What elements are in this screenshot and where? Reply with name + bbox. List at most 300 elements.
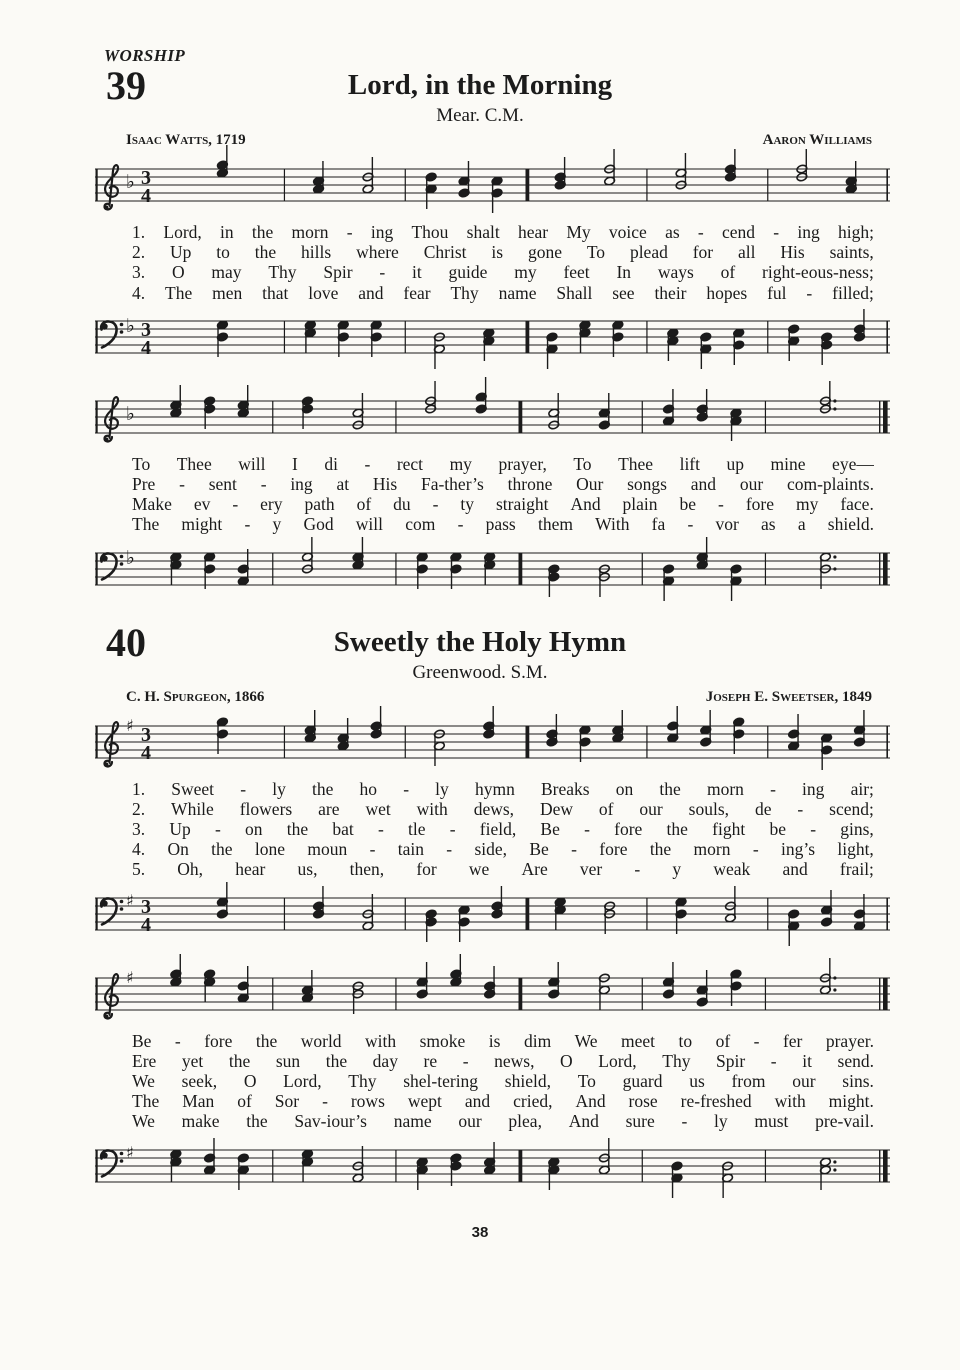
lyric-token: of [720, 262, 736, 283]
key-signature-sharp: ♯ [126, 1142, 134, 1162]
lyric-token: must [754, 1111, 789, 1132]
lyric-token: vor [715, 514, 739, 535]
bass-clef-icon [101, 898, 123, 924]
lyric-token: Sav-iour’s [294, 1111, 367, 1132]
lyric-token: and [782, 859, 808, 880]
lyric-token: air; [850, 778, 874, 799]
lyric-token: Lord, [598, 1050, 637, 1071]
bass-clef-icon [101, 1150, 123, 1176]
lyric-token: 5. [132, 859, 146, 880]
staff-lines [95, 401, 890, 433]
lyric-token: be [679, 494, 697, 515]
music-staff-treble [95, 714, 890, 774]
lyric-token: and [464, 1091, 491, 1112]
lyric-token: name [393, 1111, 432, 1132]
system-start-barline [96, 553, 98, 585]
lyric-line [132, 283, 874, 303]
lyric-token: our [639, 798, 663, 819]
lyric-token: of [237, 1091, 252, 1112]
lyric-line [132, 1031, 874, 1051]
lyric-token: fore [599, 839, 628, 860]
time-signature [141, 896, 151, 936]
lyrics-block [0, 449, 960, 535]
lyric-token: Shall [556, 282, 593, 303]
lyric-token: of [715, 1030, 731, 1051]
lyric-token: Thy [662, 1050, 691, 1071]
lyric-token: com [405, 514, 436, 535]
lyric-token: His [780, 242, 805, 263]
system-start-barline [96, 898, 98, 930]
lyric-token: ly [435, 778, 449, 799]
lyric-token: - [432, 494, 439, 515]
lyric-token: We [132, 1111, 155, 1132]
lyric-line [132, 474, 874, 494]
lyric-token: We [574, 1030, 598, 1051]
lyric-token: sun [275, 1050, 301, 1071]
lyric-token: is [491, 242, 504, 263]
lyric-token: we [468, 859, 490, 880]
lyric-token: - [462, 1050, 469, 1071]
lyric-token: Sweet [171, 778, 215, 799]
key-signature-flat: ♭ [126, 402, 135, 425]
lyric-token: - [681, 1111, 688, 1132]
lyric-token: O [243, 1071, 257, 1092]
lyrics-block [0, 774, 960, 880]
lyric-token: hear [517, 222, 549, 242]
lyric-token: cried, [513, 1091, 553, 1112]
lyric-token: shel-tering [403, 1071, 479, 1092]
lyric-token: scend; [829, 798, 874, 819]
lyric-token: Spir [716, 1050, 746, 1071]
lyric-token: And [575, 1091, 606, 1112]
lyric-token: We [132, 1071, 155, 1092]
lyric-token: may [211, 262, 242, 283]
bass-clef-icon [101, 321, 123, 347]
lyric-token: on [615, 778, 634, 799]
lyric-token: sins. [842, 1071, 874, 1092]
music-staff-bass [95, 886, 890, 946]
composer-credit: Joseph E. Sweetser, 1849 [705, 688, 872, 705]
hymn-39 [0, 63, 960, 601]
lyric-token: side, [474, 839, 508, 860]
lyric-token: our [739, 474, 764, 495]
lyric-token: us [689, 1071, 705, 1092]
lyric-token: - [718, 494, 724, 515]
key-signature-sharp: ♯ [126, 890, 134, 910]
lyric-line [132, 454, 874, 474]
lyric-token: with [416, 798, 448, 819]
lyric-token: in [220, 222, 234, 242]
lyric-token: - [214, 819, 221, 840]
attribution-row [0, 127, 960, 149]
time-signature [141, 167, 151, 207]
lyric-token: pass [485, 514, 516, 535]
lyric-token: meet [621, 1030, 656, 1051]
composer-credit: Aaron Williams [762, 132, 872, 148]
lyric-token: re-freshed [680, 1091, 752, 1112]
lyric-token: - [571, 839, 577, 860]
lyric-token: - [364, 453, 371, 474]
lyric-token: guard [622, 1071, 663, 1092]
lyric-token: His [372, 474, 398, 495]
lyric-token: On [167, 839, 189, 860]
lyric-token: hopes [706, 282, 748, 303]
lyric-token: up [726, 453, 745, 474]
lyric-token: for [416, 859, 437, 880]
lyric-token: - [232, 494, 239, 515]
lyric-line [132, 779, 874, 799]
lyric-token: that [262, 282, 289, 303]
lyric-line [132, 262, 874, 282]
lyric-token: The [165, 282, 193, 303]
lyric-token: Spir [323, 262, 353, 283]
hymn-40-header [0, 619, 960, 706]
section-header: WORSHIP [104, 46, 186, 65]
lyric-token: on [245, 819, 263, 840]
lyric-token: ly [714, 1111, 728, 1132]
svg-text:3: 3 [141, 895, 151, 918]
lyric-token: love [308, 282, 339, 303]
lyric-line [132, 839, 874, 859]
lyric-token: Be [529, 839, 549, 860]
lyric-token: cend [721, 222, 756, 242]
lyric-token: all [738, 242, 756, 263]
lyric-line [132, 222, 874, 242]
lyric-token: - [369, 839, 376, 860]
lyric-token: Thy [268, 262, 297, 283]
lyric-token: rose [628, 1091, 658, 1112]
music-staff-treble [95, 966, 890, 1026]
lyric-token: Be [132, 1030, 152, 1051]
lyric-token: will [238, 453, 266, 474]
lyric-token: tle [407, 819, 426, 840]
lyric-token: lone [254, 839, 286, 860]
lyric-token: O [560, 1050, 573, 1071]
lyric-token: - [752, 839, 759, 860]
svg-text:3: 3 [141, 723, 151, 746]
lyric-token: my [514, 262, 537, 283]
lyric-token: plea, [508, 1111, 542, 1132]
lyric-token: - [770, 778, 776, 799]
treble-clef-icon [104, 722, 118, 766]
lyric-token: 3. [132, 262, 146, 283]
lyric-token: dim [523, 1030, 552, 1051]
hymn-title: Lord, in the Morning [347, 69, 613, 101]
lyric-token: - [174, 1030, 181, 1051]
lyric-token: ing [290, 474, 313, 495]
lyric-token: the [251, 222, 274, 242]
lyric-token: - [634, 859, 641, 880]
time-signature [141, 724, 151, 764]
lyric-token: hymn [474, 778, 515, 799]
notes-and-barlines [217, 145, 888, 213]
lyric-token: frail; [839, 859, 874, 880]
lyric-token: - [260, 474, 267, 495]
lyric-token: smoke [419, 1030, 466, 1051]
lyric-token: the [649, 839, 672, 860]
lyric-token: Ere [132, 1050, 157, 1071]
lyric-token: high; [837, 222, 874, 242]
notes-and-barlines [170, 1138, 888, 1198]
lyric-token: O [171, 262, 185, 283]
lyric-token: - [770, 1050, 777, 1071]
lyric-token: it [802, 1050, 812, 1071]
lyric-token: Man [182, 1091, 215, 1112]
lyric-token: 1. [132, 222, 146, 242]
system-start-barline [96, 1150, 98, 1182]
lyric-token: - [449, 819, 456, 840]
lyric-token: - [244, 514, 251, 535]
hymn-39-header [0, 63, 960, 149]
lyric-token: - [179, 474, 185, 495]
author-credit: Isaac Watts, 1719 [126, 132, 246, 148]
lyric-token: To [573, 453, 592, 474]
lyric-token: as [761, 514, 776, 535]
notes-and-barlines [170, 954, 888, 1014]
key-signature-sharp: ♯ [126, 715, 134, 735]
bass-clef-icon [101, 553, 123, 579]
lyric-token: I [291, 453, 298, 474]
lyric-token: - [377, 819, 384, 840]
lyric-token: With [595, 514, 630, 535]
lyric-token: their [654, 282, 687, 303]
lyric-token: eye— [832, 453, 874, 474]
hymn-title: Sweetly the Holy Hymn [333, 625, 627, 658]
lyric-token: prayer, [498, 453, 547, 474]
lyric-token: fore [614, 819, 643, 840]
svg-text:4: 4 [141, 185, 151, 207]
lyric-token: sure [625, 1111, 655, 1132]
lyric-token: as [665, 222, 680, 242]
lyric-token: While [171, 798, 214, 819]
lyric-token: for [692, 242, 714, 263]
lyric-token: light, [837, 839, 874, 860]
treble-clef-icon [104, 165, 118, 209]
treble-clef-icon [104, 974, 118, 1018]
lyric-token: - [810, 819, 817, 840]
music-staff-bass [95, 309, 890, 369]
lyric-token: it [412, 262, 422, 283]
lyric-token: weak [713, 859, 751, 880]
lyric-token: fer [782, 1030, 803, 1051]
lyric-token: the [325, 1050, 348, 1071]
lyric-token: at [336, 474, 350, 495]
lyric-token: Thy [348, 1071, 377, 1092]
lyric-line [132, 242, 874, 262]
lyric-token: di [324, 453, 338, 474]
lyric-token: mine [770, 453, 806, 474]
lyric-token: rect [396, 453, 424, 474]
lyric-token: Up [170, 242, 192, 263]
lyric-token: Thou [411, 222, 449, 242]
svg-text:3: 3 [141, 167, 151, 189]
lyric-token: and [358, 282, 384, 303]
lyric-line [132, 799, 874, 819]
lyric-token: The [132, 1091, 160, 1112]
lyric-token: the [211, 839, 233, 860]
lyric-token: right-eous-ness; [762, 262, 874, 283]
lyric-token: - [322, 1091, 328, 1112]
lyric-token: songs [627, 474, 667, 495]
lyric-token: world [300, 1030, 342, 1051]
lyric-token: us, [297, 859, 318, 880]
lyric-token: Fa-ther’s [420, 474, 484, 495]
lyric-token: make [181, 1111, 220, 1132]
lyric-token: In [616, 262, 632, 283]
lyric-token: to [678, 1030, 693, 1051]
lyric-token: then, [349, 859, 385, 880]
lyric-token: news, [494, 1050, 535, 1071]
lyric-token: fear [403, 282, 431, 303]
svg-text:4: 4 [141, 913, 151, 936]
lyric-token: hear [235, 859, 266, 880]
lyric-token: feet [563, 262, 590, 283]
lyric-token: face. [840, 494, 874, 515]
lyric-token: And [568, 1111, 599, 1132]
lyric-token: prayer. [825, 1030, 874, 1051]
lyric-token: ho [359, 778, 378, 799]
lyric-token: day [372, 1050, 398, 1071]
lyric-token: re [423, 1050, 438, 1071]
lyric-token: from [731, 1071, 766, 1092]
lyric-token: pre-vail. [815, 1111, 874, 1132]
lyric-token: our [458, 1111, 482, 1132]
lyric-token: - [346, 222, 353, 242]
lyric-token: my [449, 453, 472, 474]
lyric-token: moun [307, 839, 348, 860]
lyric-token: gone [527, 242, 562, 263]
lyric-token: my [795, 494, 819, 515]
lyric-token: fore [204, 1030, 233, 1051]
tune-and-meter: Greenwood. S.M. [412, 661, 548, 683]
lyric-token: - [697, 222, 704, 242]
lyric-token: field, [479, 819, 517, 840]
hymn-40 [0, 619, 960, 1198]
lyric-token: guide [448, 262, 488, 283]
music-staff-treble [95, 157, 890, 217]
lyric-token: - [446, 839, 453, 860]
lyric-token: the [255, 1030, 278, 1051]
key-signature-flat: ♭ [126, 546, 135, 569]
lyric-line [132, 1071, 874, 1091]
lyric-token: tain [397, 839, 424, 860]
lyric-token: To [132, 453, 151, 474]
lyric-token: - [240, 778, 247, 799]
lyric-token: yet [181, 1050, 204, 1071]
lyric-token: Are [521, 859, 548, 880]
lyric-token: the [246, 1111, 268, 1132]
lyric-token: 4. [132, 839, 146, 860]
lyric-token: ful [767, 282, 787, 303]
music-staff-bass [95, 541, 890, 601]
lyric-token: might [181, 514, 223, 535]
lyric-token: ty [460, 494, 474, 515]
lyric-token: our [792, 1071, 816, 1092]
lyric-token: ver [579, 859, 603, 880]
lyric-line [132, 819, 874, 839]
lyric-token: Sor [274, 1091, 300, 1112]
lyric-token: the [254, 242, 277, 263]
lyric-token: a [797, 514, 806, 535]
lyric-token: - [457, 514, 464, 535]
lyric-token: wet [365, 798, 391, 819]
lyrics-block [0, 217, 960, 303]
lyric-token: ly [272, 778, 286, 799]
lyric-token: are [318, 798, 340, 819]
lyric-token: souls, [688, 798, 730, 819]
music-systems [0, 714, 960, 1198]
lyric-token: 3. [132, 819, 146, 840]
lyric-token: lift [679, 453, 700, 474]
lyric-token: com-plaints. [786, 474, 874, 495]
lyric-token: wept [407, 1091, 442, 1112]
lyric-token: filled; [832, 282, 874, 303]
lyric-token: de [754, 798, 772, 819]
lyric-token: Lord, [163, 222, 202, 242]
lyric-token: ing [802, 778, 825, 799]
hymn-number: 39 [106, 63, 146, 108]
lyric-token: Thy [450, 282, 479, 303]
svg-text:3: 3 [141, 318, 151, 341]
lyric-token: morn [291, 222, 329, 242]
music-systems [0, 157, 960, 601]
lyric-token: God [303, 514, 334, 535]
lyrics-block [0, 1026, 960, 1132]
lyric-token: Christ [423, 242, 467, 263]
lyric-token: ev [193, 494, 211, 515]
system-start-barline [96, 321, 98, 353]
lyric-token: shield. [827, 514, 874, 535]
lyric-token: 2. [132, 242, 146, 263]
lyric-token: with [774, 1091, 806, 1112]
treble-clef-icon [104, 397, 118, 441]
lyric-token: path [304, 494, 335, 515]
lyric-token: the [311, 778, 334, 799]
lyric-token: the [666, 819, 688, 840]
lyric-token: - [797, 798, 804, 819]
lyric-token: the [228, 1050, 251, 1071]
hymn-number: 40 [106, 619, 146, 665]
lyric-token: voice [608, 222, 647, 242]
lyric-token: them [537, 514, 573, 535]
lyric-token: throne [507, 474, 553, 495]
lyric-token: plead [629, 242, 668, 263]
system-start-barline [96, 978, 98, 1010]
lyric-token: To [586, 242, 606, 263]
notes-and-barlines [217, 309, 888, 369]
lyric-token: seek, [181, 1071, 218, 1092]
lyric-token: morn [706, 778, 744, 799]
staff-lines [95, 318, 890, 353]
lyric-token: sent [208, 474, 237, 495]
lyric-token: ing [797, 222, 820, 242]
lyric-token: the [286, 819, 309, 840]
lyric-token: hills [301, 242, 332, 263]
lyric-token: ery [260, 494, 283, 515]
lyric-token: dews, [473, 798, 515, 819]
lyric-token: - [403, 778, 410, 799]
lyric-line [132, 1091, 874, 1111]
lyric-token: My [566, 222, 591, 242]
lyric-token: is [488, 1030, 501, 1051]
lyric-token: 1. [132, 778, 146, 799]
lyric-token: fore [745, 494, 774, 515]
lyric-token: flowers [239, 798, 293, 819]
page-number: 38 [471, 1223, 489, 1241]
lyric-token: y [672, 859, 682, 880]
music-staff-treble [95, 389, 890, 449]
lyric-token: Lord, [283, 1071, 322, 1092]
